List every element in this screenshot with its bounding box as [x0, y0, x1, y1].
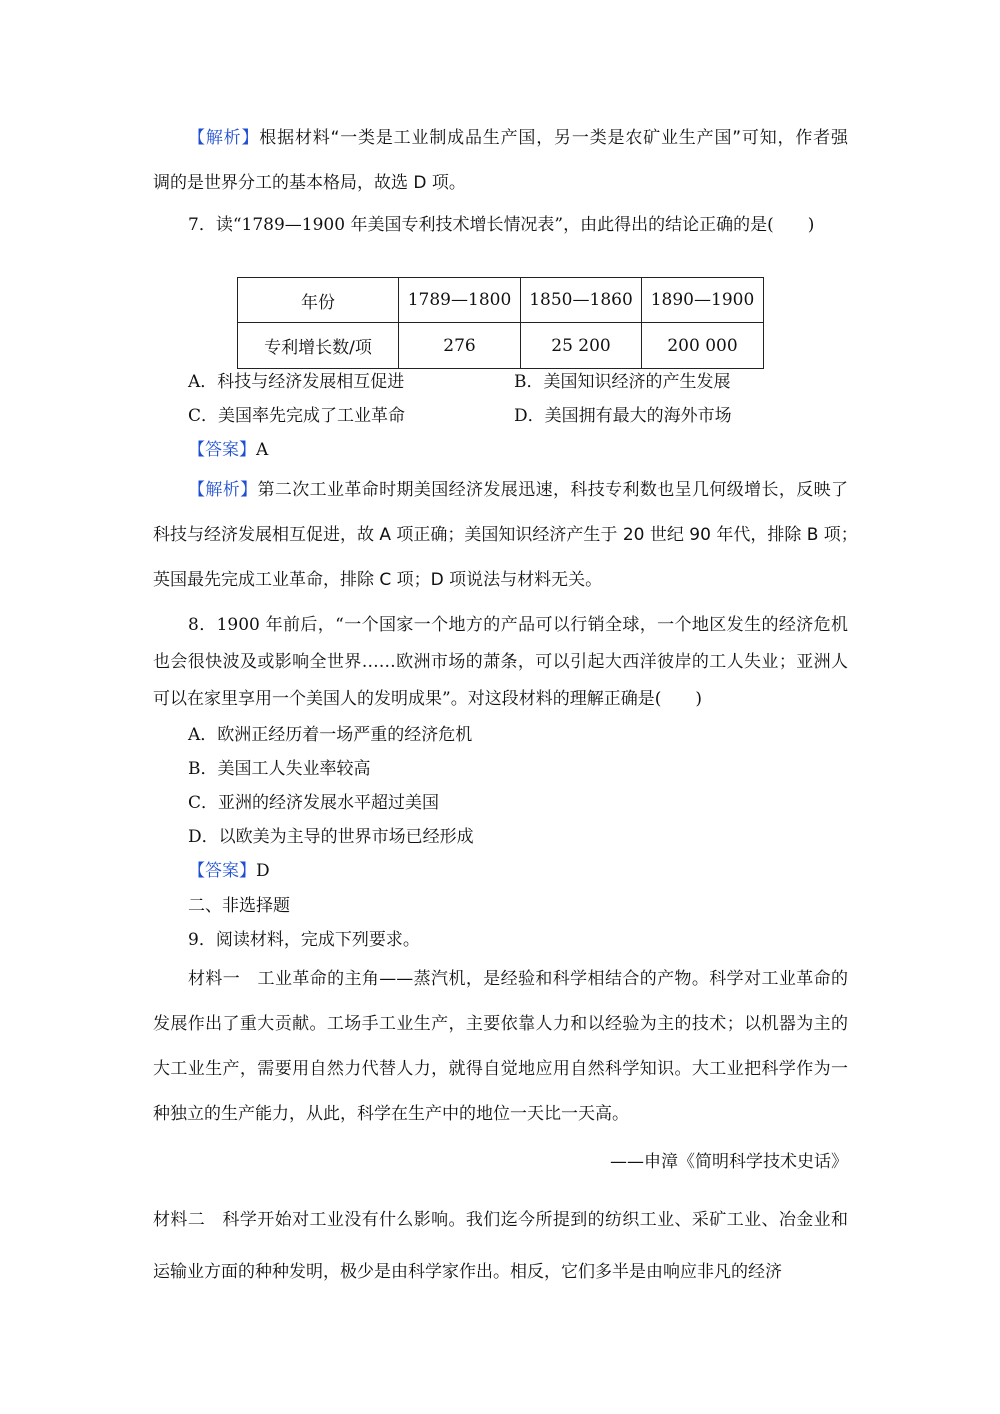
- table-cell-period-3: 200 000: [642, 323, 764, 369]
- table-header-period-3: 1890—1900: [642, 278, 764, 323]
- q8-stem-line-2: 也会很快波及或影响全世界……欧洲市场的萧条，可以引起大西洋彼岸的工人失业；亚洲人: [153, 652, 848, 672]
- material1-source: ——申漳《简明科学技术史话》: [610, 1152, 848, 1172]
- analysis-tag: 【解析】: [188, 128, 260, 148]
- q7-analysis-line-1: [188, 480, 848, 500]
- material1-line-3: 大工业生产，需要用自然力代替人力，就得自觉地应用自然科学知识。大工业把科学作为一: [153, 1059, 848, 1079]
- q8-option-a: A．欧洲正经历着一场严重的经济危机: [188, 725, 473, 745]
- answer-value: A: [256, 440, 269, 460]
- material1-line-1: 材料一 工业革命的主角——蒸汽机，是经验和科学相结合的产物。科学对工业革命的: [188, 969, 848, 989]
- material2-line-1: 材料二 科学开始对工业没有什么影响。我们迄今所提到的纺织工业、采矿工业、冶金业和: [153, 1210, 848, 1230]
- answer-tag: 【答案】: [188, 861, 256, 881]
- q8-option-d: D．以欧美为主导的世界市场已经形成: [188, 827, 474, 847]
- material1-line-2: 发展作出了重大贡献。工场手工业生产，主要依靠人力和以经验为主的技术；以机器为主的: [153, 1014, 848, 1034]
- answer-tag: 【答案】: [188, 440, 256, 460]
- q8-stem-line-3: 可以在家里享用一个美国人的发明成果”。对这段材料的理解正确是( ): [153, 689, 702, 709]
- material2-line-2: 运输业方面的种种发明，极少是由科学家作出。相反，它们多半是由响应非凡的经济: [153, 1262, 782, 1282]
- table-row-patents: [238, 323, 764, 369]
- analysis-text: 第二次工业革命时期美国经济发展迅速，科技专利数也呈几何级增长，反映了: [257, 480, 849, 500]
- q9-stem: 9．阅读材料，完成下列要求。: [188, 930, 420, 950]
- analysis-tag: 【解析】: [188, 480, 258, 500]
- table-header-year: 年份: [238, 278, 399, 323]
- q7-answer: [188, 440, 268, 460]
- table-header-period-2: 1850—1860: [521, 278, 642, 323]
- q7-option-c: C．美国率先完成了工业革命: [188, 406, 406, 426]
- answer-value: D: [256, 861, 270, 881]
- q7-stem: 7．读“1789—1900 年美国专利技术增长情况表”，由此得出的结论正确的是( ): [188, 215, 815, 235]
- q8-stem-line-1: 8．1900 年前后，“一个国家一个地方的产品可以行销全球，一个地区发生的经济危机: [188, 615, 848, 635]
- q7-option-d: D．美国拥有最大的海外市场: [514, 406, 732, 426]
- table-header-period-1: 1789—1800: [399, 278, 521, 323]
- q7-analysis-line-3: 英国最先完成工业革命，排除 C 项；D 项说法与材料无关。: [153, 570, 603, 590]
- patent-growth-table: [237, 277, 764, 369]
- q8-option-c: C．亚洲的经济发展水平超过美国: [188, 793, 440, 813]
- q7-analysis-line-2: 科技与经济发展相互促进，故 A 项正确；美国知识经济产生于 20 世纪 90 年代，排除 B 项；: [153, 525, 858, 545]
- table-cell-period-1: 276: [399, 323, 521, 369]
- q7-option-b: B．美国知识经济的产生发展: [514, 372, 731, 392]
- q6-analysis-line-2: 调的是世界分工的基本格局，故选 D 项。: [153, 173, 466, 193]
- q8-answer: [188, 861, 270, 881]
- section-title: 二、非选择题: [188, 896, 290, 916]
- q6-analysis-line-1: [188, 128, 848, 148]
- table-cell-period-2: 25 200: [521, 323, 642, 369]
- q7-option-a: A．科技与经济发展相互促进: [188, 372, 405, 392]
- table-row-label: 专利增长数/项: [238, 323, 399, 369]
- analysis-text: 根据材料“一类是工业制成品生产国，另一类是农矿业生产国”可知，作者强: [259, 128, 849, 148]
- q8-option-b: B．美国工人失业率较高: [188, 759, 371, 779]
- table-row-header: [238, 278, 764, 323]
- material1-line-4: 种独立的生产能力，从此，科学在生产中的地位一天比一天高。: [153, 1104, 629, 1124]
